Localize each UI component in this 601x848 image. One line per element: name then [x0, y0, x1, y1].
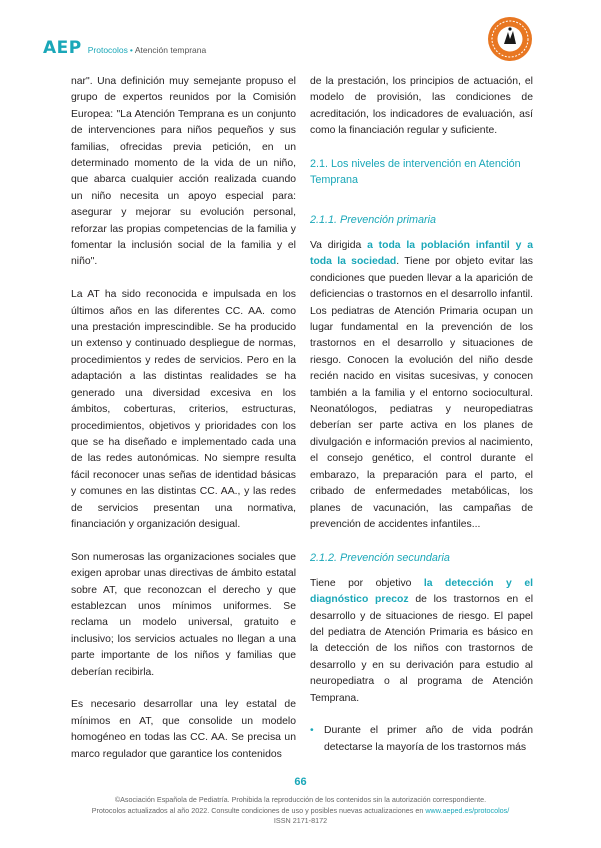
text-run: . Tiene por objeto evitar las condiciones que pueden llevar a la aparición de deficiencias o trastornos en el desarrollo infantil. Los pediatras de Atención Primaria ocupan un lugar fundamental en la prevención de los trastornos en el desarrollo y situaciones de riesgo. Conocen la evolución del niño desde recién nacido en visitas sucesivas, y conocen también a la familia y el entorno sociocultural. Neonatólogos, pediatras y neuropediatras deberían ser parte activa en los planes de divulgación e información previos al nacimiento, el consejo genético, el control durante el embarazo, la preparación para el parto, el cribado de enfermedades metabólicas, los planes de vacunación, las campañas de prevención de accidentes infantiles...	[310, 256, 534, 530]
bullet-item	[310, 723, 533, 756]
aep-logo: AEP	[43, 38, 82, 58]
paragraph: nar". Una definición muy semejante propuso el grupo de expertos reunidos por la Comisión Europea: "La Atención Temprana es un conjunto de intervenciones para niños pequeños y sus familias, ofrecidas previa petición, en un determinado momento de la vida de un niño, que abarca cualquier acción realizada cuando un niño necesita un apoyo especial para: asegurar y mejorar su evolución personal, reforzar las propias competencias de la familia y fomentar la inclusión social de la familia y el niño".	[71, 76, 296, 268]
header-breadcrumb	[88, 45, 207, 55]
series-name: Protocolos	[87, 45, 128, 55]
seal-icon	[487, 16, 533, 62]
subsection-heading-primary: 2.1.1. Prevención primaria	[310, 214, 437, 227]
update-line	[0, 806, 601, 817]
section-heading: 2.1. Los niveles de intervención en Atención Temprana	[310, 158, 521, 187]
paragraph: de la prestación, los principios de actuación, el modelo de provisión, las condiciones de acreditación, los indicadores de evaluación, así como la financiación regular y suficiente.	[310, 76, 533, 137]
paragraph-secondary-prevention	[310, 576, 533, 707]
right-column	[310, 74, 533, 756]
text-run: de los trastornos en el desarrollo y de situaciones de riesgo. El papel del pediatra de Atención Primaria es básico en la detección de los niños con trastornos de desarrollo y en su derivación para estudio al neuropediatra o al programa de Atención Temprana.	[310, 594, 534, 704]
paragraph: La AT ha sido reconocida e impulsada en los últimos años en las diferentes CC. AA. como una prestación imprescindible. Se ha producido un extenso y continuado despliegue de normas, procedimientos y redes de servicios. Pero en la adaptación a las distintas realidades se ha generado una diversidad excesiva en los ámbitos, coberturas, criterios, estructuras, procedimientos, objetivos y prioridades con los que se ha diseñado e implementado cada una de las redes autonómicas. No siempre resulta fácil reconocer unas señas de identidad básicas y comunes en las distintas CC. AA., y las redes de servicios presentan una normativa, financiación y organización desigual.	[71, 289, 296, 530]
page-footer	[0, 795, 601, 827]
paragraph: Es necesario desarrollar una ley estatal de mínimos en AT, que consolide un modelo homogéneo en todas las CC. AA. Se precisa un marco regulador que garantice los contenidos	[71, 699, 296, 760]
breadcrumb-separator: •	[129, 45, 133, 55]
subsection-heading-secondary: 2.1.2. Prevención secundaria	[310, 551, 450, 564]
copyright-line: ©Asociación Española de Pediatría. Prohibida la reproducción de los contenidos sin la autorización correspondiente.	[114, 795, 487, 804]
page-header	[43, 38, 206, 60]
paragraph: Son numerosas las organizaciones sociales que exigen aprobar unas directivas de ámbito estatal sobre AT, que reconozcan el derecho y que establezcan unos mínimos uniformes. Se reclama un modelo universal, gratuito e inclusivo; los servicios actuales no llegan a una parte importante de los niños y familias que deberían recibirla.	[71, 551, 296, 678]
update-text: Protocolos actualizados al año 2022. Consulte condiciones de uso y posibles nuevas actualizaciones en	[91, 805, 426, 815]
highlight-text: a toda la población infantil y a toda la sociedad	[310, 240, 533, 268]
highlight-text: la detección y el diagnóstico precoz	[310, 577, 533, 606]
protocols-link[interactable]: www.aeped.es/protocolos/	[425, 805, 510, 815]
bullet-icon: •	[310, 725, 314, 737]
text-run: Va dirigida	[310, 240, 368, 252]
left-column	[71, 74, 296, 763]
text-run: Tiene por objetivo	[310, 577, 424, 589]
paragraph-primary-prevention	[310, 238, 533, 533]
topic-name: Atención temprana	[134, 45, 207, 55]
issn-line: ISSN 2171-8172	[273, 816, 328, 825]
page-number: 66	[294, 776, 307, 788]
bullet-text: Durante el primer año de vida podrán detectarse la mayoría de los trastornos más	[324, 725, 533, 753]
